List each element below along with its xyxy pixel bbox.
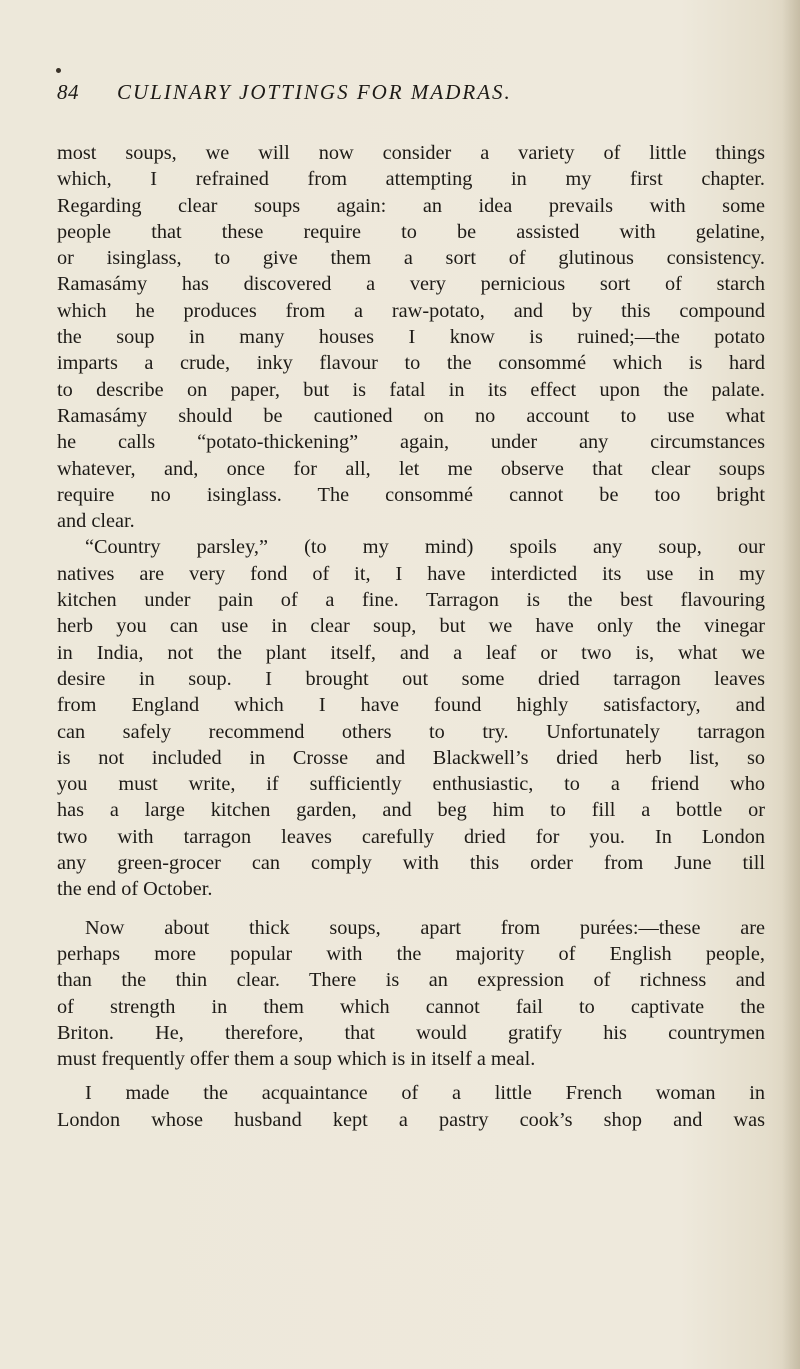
- text-line: the end of October.: [57, 878, 213, 901]
- text-line: of strength in them which cannot fail to captivate the: [57, 995, 765, 1018]
- text-line: most soups, we will now consider a variety of little things: [57, 142, 765, 164]
- text-line: require no isinglass. The consommé cannot be too bright: [57, 483, 765, 506]
- text-line: I made the acquaintance of a little French woman in: [85, 1082, 765, 1105]
- text-line: perhaps more popular with the majority of English people,: [57, 942, 765, 965]
- text-line: two with tarragon leaves carefully dried for you. In London: [57, 825, 765, 848]
- text-line: he calls “potato-thickening” again, under any circumstances: [57, 431, 765, 454]
- text-line: can safely recommend others to try. Unfortunately tarragon: [57, 720, 765, 743]
- paragraph-3: [57, 915, 765, 1073]
- text-line: desire in soup. I brought out some dried tarragon leaves: [57, 667, 765, 690]
- text-line: is not included in Crosse and Blackwell’s dried herb list, so: [57, 746, 765, 769]
- text-line: natives are very fond of it, I have interdicted its use in my: [57, 562, 765, 585]
- text-line: kitchen under pain of a fine. Tarragon is the best flavouring: [57, 589, 765, 612]
- text-line: and clear.: [57, 510, 135, 533]
- ink-speck: [56, 68, 61, 73]
- text-line: Ramasámy has discovered a very pernicious sort of starch: [57, 273, 765, 296]
- text-line: has a large kitchen garden, and beg him to fill a bottle or: [57, 799, 765, 822]
- text-line: the soup in many houses I know is ruined;—the potato: [57, 326, 765, 349]
- page-number: 84: [57, 80, 79, 104]
- text-line: imparts a crude, inky flavour to the consommé which is hard: [57, 352, 765, 375]
- page-header: [57, 80, 757, 110]
- paragraph-2: [57, 534, 765, 902]
- text-line: from England which I have found highly satisfactory, and: [57, 694, 765, 717]
- text-line: herb you can use in clear soup, but we have only the vinegar: [57, 615, 765, 638]
- text-line: London whose husband kept a pastry cook’s shop and was: [57, 1108, 765, 1131]
- text-line: you must write, if sufficiently enthusiastic, to a friend who: [57, 773, 765, 796]
- text-line: any green-grocer can comply with this order from June till: [57, 852, 765, 875]
- text-line: Ramasámy should be cautioned on no account to use what: [57, 404, 765, 427]
- text-line: which, I refrained from attempting in my first chapter.: [57, 168, 765, 191]
- text-line: must frequently offer them a soup which is in itself a meal.: [57, 1048, 536, 1071]
- text-line: to describe on paper, but is fatal in its effect upon the palate.: [57, 378, 765, 401]
- text-line: Briton. He, therefore, that would gratify his countrymen: [57, 1021, 765, 1044]
- text-line: Regarding clear soups again: an idea prevails with some: [57, 194, 765, 217]
- text-line: in India, not the plant itself, and a leaf or two is, what we: [57, 641, 765, 664]
- text-line: or isinglass, to give them a sort of glutinous consistency.: [57, 247, 765, 270]
- text-line: Now about thick soups, apart from purées:—these are: [85, 916, 765, 939]
- text-line: people that these require to be assisted with gelatine,: [57, 220, 765, 243]
- body-text: [57, 140, 765, 1133]
- text-line: which he produces from a raw-potato, and by this compound: [57, 299, 765, 322]
- text-line: “Country parsley,” (to my mind) spoils any soup, our: [85, 536, 765, 559]
- paragraph-4: [57, 1080, 765, 1133]
- paragraph-1: [57, 140, 765, 534]
- page-edge-shadow: [782, 0, 800, 1369]
- text-line: whatever, and, once for all, let me observe that clear soups: [57, 457, 765, 480]
- text-line: than the thin clear. There is an expression of richness and: [57, 969, 765, 992]
- running-title: CULINARY JOTTINGS FOR MADRAS.: [117, 80, 512, 104]
